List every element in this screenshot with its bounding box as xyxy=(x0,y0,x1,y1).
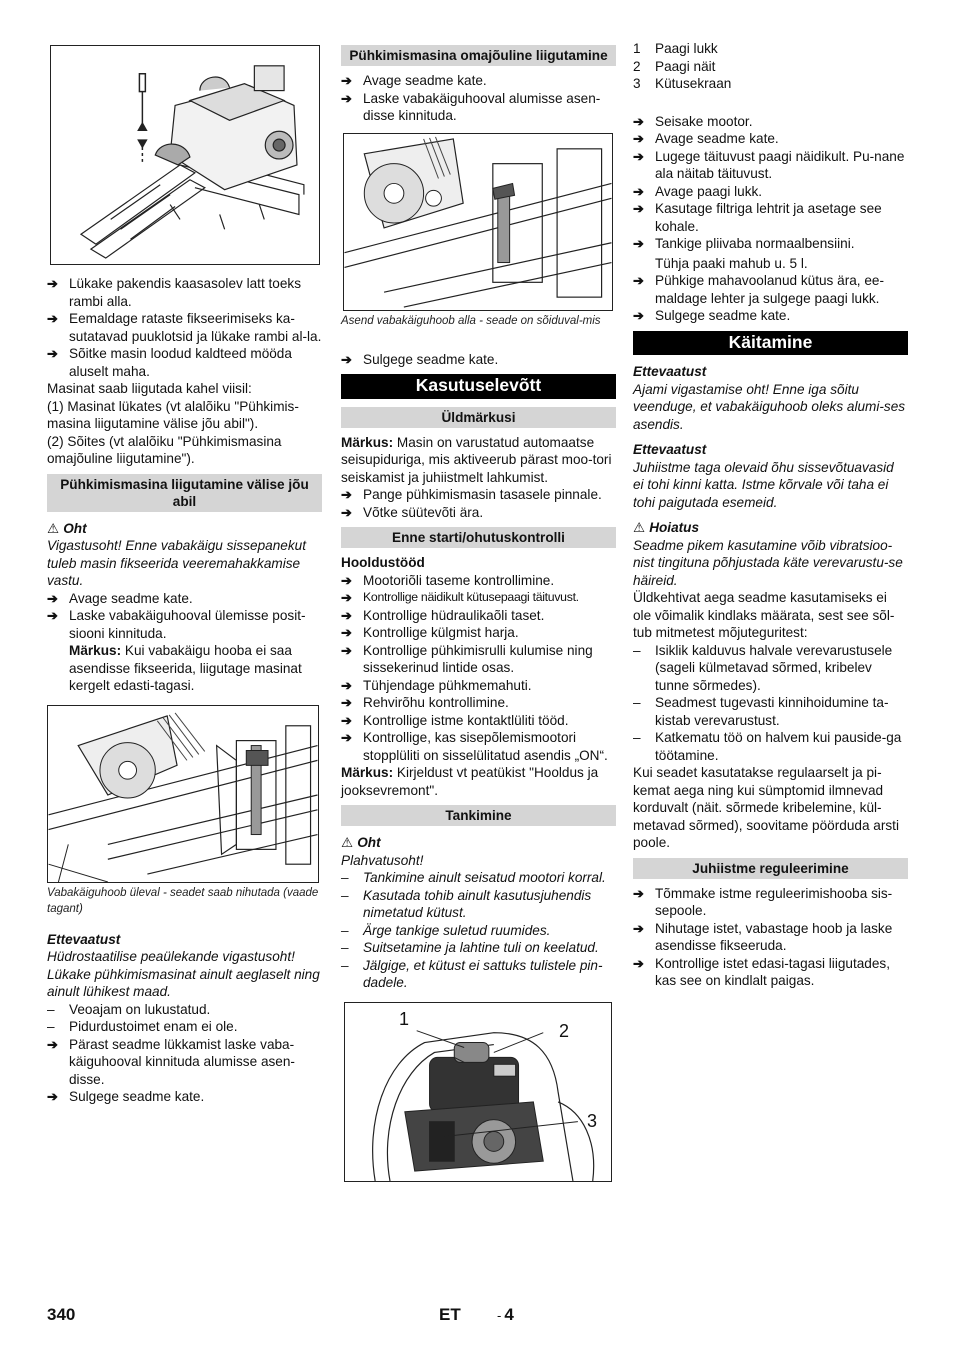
step-item: ➔ Kontrollige, kas sisepõlemismootori stopplüliti on sisselülitatud asendis „ON“. xyxy=(341,730,608,763)
arrow-icon: ➔ xyxy=(47,1089,58,1104)
paragraph: Masinat saab liigutada kahel viisil: xyxy=(47,381,252,396)
arrow-icon: ➔ xyxy=(633,131,644,146)
arrow-icon: ➔ xyxy=(47,608,58,623)
step-item: ➔ Võtke süütevõti ära. xyxy=(341,504,484,520)
warning-label: ⚠ Hoiatus xyxy=(633,520,700,535)
arrow-icon: ➔ xyxy=(341,712,352,728)
step-item: ➔ Avage seadme kate. xyxy=(47,590,193,606)
language-code: ET xyxy=(439,1305,461,1324)
steps-unpack xyxy=(47,275,322,380)
dash-item: – Ärge tankige suletud ruumides. xyxy=(341,922,551,938)
step-item: ➔ Pange pühkimismasin tasasele pinnale. xyxy=(341,487,602,502)
arrow-icon: ➔ xyxy=(47,311,58,326)
freewheel-up-illustration xyxy=(48,706,318,882)
dash-item: – Katkematu töö on halvem kui pauside-ga töötamine. xyxy=(633,730,902,763)
dash-item: – Seadmest tugevasti kinnihoidumine ta-kistab verevarustust. xyxy=(633,695,889,728)
arrow-icon: ➔ xyxy=(341,572,352,588)
caution-label: Ettevaatust xyxy=(633,442,707,457)
step-item: ➔ Tühjendage pühkmemahuti. xyxy=(341,677,532,693)
danger-label: ⚠ Oht xyxy=(341,835,381,850)
note: Märkus: Kirjeldust vt peatükist "Hooldus ja jooksevremont". xyxy=(341,765,599,798)
figure-caption: Vabakäiguhoob üleval - seadet saab nihutada (vaade tagant) xyxy=(47,886,319,915)
arrow-icon: ➔ xyxy=(633,148,644,164)
arrow-icon: ➔ xyxy=(341,642,352,658)
note: Märkus: Kui vabakäigu hooba ei saa asendisse fikseerida, liigutage masinat kergelt edasti-tagasi. xyxy=(69,643,302,693)
dash-item: – Jälgige, et kütust ei sattuks tulistele pin-dadele. xyxy=(341,957,603,990)
warning-triangle-icon: ⚠ xyxy=(341,835,354,850)
dash-item: – Veoajam on lukustatud. xyxy=(47,1001,211,1017)
step-item: ➔ Laske vabakäiguhooval alumisse asen-disse kinnituda. xyxy=(341,90,601,123)
step-item: ➔ Kontrollige pühkimisrulli kulumise ning sissekerinud lintide osas. xyxy=(341,642,593,675)
caution-label: Ettevaatust xyxy=(633,364,707,379)
legend-item: 3 Kütusekraan xyxy=(633,76,732,91)
freewheel-down-illustration xyxy=(344,134,612,310)
step-item: ➔ Sõitke masin loodud kaldteed mööda aluselt maha. xyxy=(47,346,292,379)
step-item: ➔ Pühkige mahavoolanud kütus ära, ee-maldage lehter ja sulgege paagi lukk. xyxy=(633,273,884,306)
step-item: ➔ Rehvirõhu kontrollimine. xyxy=(341,695,509,710)
caution-text: Ajami vigastamise oht! Enne iga sõitu veenduge, et vabakäiguhoob oleks alumi-ses asendis. xyxy=(633,381,906,432)
arrow-icon: ➔ xyxy=(341,590,352,605)
arrow-icon: ➔ xyxy=(47,1036,58,1052)
freewheel-up-figure xyxy=(47,705,319,883)
tank-capacity-note: Tühja paaki mahub u. 5 l. xyxy=(655,255,808,271)
arrow-icon: ➔ xyxy=(633,273,644,288)
figure-caption: Asend vabakäiguhoob alla - seade on sõiduval-mis xyxy=(341,314,601,327)
step-item: ➔ Kontrollige istme kontaktlüliti tööd. xyxy=(341,712,569,728)
freewheel-down-figure xyxy=(343,133,613,311)
step-item: ➔ Nihutage istet, vabastage hoob ja laske asendisse fikseeruda. xyxy=(633,920,893,953)
fuel-tank-figure xyxy=(344,1002,612,1182)
step-item: ➔ Seisake mootor. xyxy=(633,113,753,129)
column-2 xyxy=(341,45,616,1182)
note: Märkus: Masin on varustatud automaatse seisupiduriga, mis aktiveerub pärast moo-tori seiskamist ja juhiistmelt lahkumist. xyxy=(341,434,612,485)
step-item: ➔ Kontrollige külgmist harja. xyxy=(341,625,519,640)
step-item: ➔ Avage seadme kate. xyxy=(633,131,779,146)
arrow-icon: ➔ xyxy=(633,201,644,216)
maintenance-heading: Hooldustööd xyxy=(341,555,425,570)
arrow-icon: ➔ xyxy=(341,695,352,710)
section-heading: Tankimine xyxy=(341,805,616,826)
dash-item: – Pidurdustoimet enam ei ole. xyxy=(47,1019,238,1034)
step-item: ➔ Avage paagi lukk. xyxy=(633,183,763,199)
arrow-icon: ➔ xyxy=(633,885,644,901)
step-item: ➔ Lükake pakendis kaasasolev latt toeks rambi alla. xyxy=(47,276,301,309)
chapter-heading: Käitamine xyxy=(633,331,908,356)
machine-ramp-illustration xyxy=(51,46,319,264)
paragraph: Üldkehtivat aega seadme kasutamiseks ei ole võimalik kindlaks määrata, sest see sõl-tub mitmetest mõjuteguritest: xyxy=(633,590,895,640)
section-heading: Enne starti/ohutuskontrolli xyxy=(341,527,616,548)
warning-triangle-icon: ⚠ xyxy=(47,520,60,536)
step-item: ➔ Mootoriõli taseme kontrollimine. xyxy=(341,572,555,588)
section-heading: Pühkimismasina liigutamine välise jõu abil xyxy=(47,474,322,512)
dash-item: – Suitsetamine ja lahtine tuli on keelatud. xyxy=(341,940,599,955)
arrow-icon: ➔ xyxy=(47,346,58,361)
callout-1: 1 xyxy=(399,1008,410,1029)
arrow-icon: ➔ xyxy=(341,487,352,502)
step-item: ➔ Eemaldage rataste fikseerimiseks ka-sutatavad puuklotsid ja lükake rambi al-la. xyxy=(47,311,322,344)
step-item: ➔ Tõmmake istme reguleerimishooba sis-sepoole. xyxy=(633,885,893,918)
caution-label: Ettevaatust xyxy=(47,931,121,947)
step-item: ➔ Kontrollige näidikult kütusepaagi täituvust. xyxy=(341,590,579,605)
section-heading: Juhiistme reguleerimine xyxy=(633,858,908,879)
paragraph: (1) Masinat lükates (vt alalõiku "Pühkimis-masina liigutamine välise jõu abil"). xyxy=(47,398,299,431)
arrow-icon: ➔ xyxy=(633,308,644,323)
step-item: ➔ Kontrollige istet edasi-tagasi liigutades, kas see on kindlalt paigas. xyxy=(633,955,891,988)
engine-illustration xyxy=(345,1003,611,1181)
arrow-icon: ➔ xyxy=(341,607,352,623)
arrow-icon: ➔ xyxy=(633,955,644,971)
caution-text: Juhiistme taga olevaid õhu sissevõtuavasid ei tohi kinni katta. Istme kõrvale või taha ei tohi paigutada esemeid. xyxy=(633,459,894,510)
arrow-icon: ➔ xyxy=(341,351,352,367)
step-item: ➔ Kontrollige hüdraulikaõli taset. xyxy=(341,607,545,623)
arrow-icon: ➔ xyxy=(341,625,352,640)
arrow-icon: ➔ xyxy=(47,590,58,606)
callout-2: 2 xyxy=(559,1020,570,1041)
step-item: ➔ Sulgege seadme kate. xyxy=(633,308,791,323)
chapter-heading: Kasutuselevõtt xyxy=(341,374,616,399)
step-item: ➔ Tankige pliivaba normaalbensiini. xyxy=(633,236,855,251)
arrow-icon: ➔ xyxy=(633,183,644,199)
step-item: ➔ Avage seadme kate. xyxy=(341,73,487,88)
arrow-icon: ➔ xyxy=(633,920,644,936)
step-item: ➔ Sulgege seadme kate. xyxy=(47,1089,205,1104)
machine-ramp-figure xyxy=(50,45,320,265)
paragraph: Kui seadet kasutatakse regulaarselt ja pi-kemat aega ning kui sümptomid ilmnevad korduvalt (näit. sõrmede kribelemine, kül-metavad sõrmed), soovitame pöörduda arsti poole. xyxy=(633,765,899,850)
step-item: ➔ Laske vabakäiguhooval ülemisse posit-siooni kinnituda. xyxy=(47,608,306,641)
paragraph: (2) Sõites (vt alalõiku "Pühkimismasina omajõuline liigutamine"). xyxy=(47,433,282,466)
warning-triangle-icon: ⚠ xyxy=(633,520,646,535)
warning-text: Seadme pikem kasutamine võib vibratsioo-nist tingituna põhjustada käte verevarustu-se häireid. xyxy=(633,537,903,588)
figure-legend xyxy=(633,40,908,93)
dash-item: – Tankimine ainult seisatud mootori korral. xyxy=(341,870,606,885)
column-1 xyxy=(47,45,322,1106)
callout-3: 3 xyxy=(587,1110,598,1131)
dash-item: – Kasutada tohib ainult kasutusjuhendis nimetatud kütust. xyxy=(341,887,592,920)
column-3 xyxy=(633,40,908,990)
arrow-icon: ➔ xyxy=(341,730,352,745)
caution-text: Hüdrostaatilise peaülekande vigastusoht! Lükake pühkimismasinat ainult aeglaselt ning ainult lühikest maad. xyxy=(47,949,320,999)
section-heading: Pühkimismasina omajõuline liigutamine xyxy=(341,45,616,66)
step-item: ➔ Pärast seadme lükkamist laske vaba-käiguhooval kinnituda alumisse asen-disse. xyxy=(47,1036,295,1087)
danger-text: Vigastusoht! Enne vabakäigu sissepanekut tuleb masin fikseerida veeremahakkamise vastu. xyxy=(47,538,306,588)
page-number: 340 xyxy=(47,1305,76,1324)
section-page-number: - 4 xyxy=(497,1305,514,1324)
step-item: ➔ Lugege täituvust paagi näidikult. Pu-nane ala näitab täituvust. xyxy=(633,148,905,181)
arrow-icon: ➔ xyxy=(47,276,58,291)
arrow-icon: ➔ xyxy=(341,73,352,88)
step-item: ➔ Kasutage filtriga lehtrit ja asetage see kohale. xyxy=(633,201,882,234)
arrow-icon: ➔ xyxy=(341,504,352,520)
step-item: ➔ Sulgege seadme kate. xyxy=(341,351,499,367)
arrow-icon: ➔ xyxy=(341,677,352,693)
section-heading: Üldmärkusi xyxy=(341,407,616,428)
danger-text: Plahvatusoht! xyxy=(341,852,424,868)
arrow-icon: ➔ xyxy=(341,90,352,106)
legend-item: 1 Paagi lukk xyxy=(633,41,718,56)
dash-item: – Isiklik kalduvus halvale verevarustusele (sageli külmetavad sõrmed, kribelev tunne sõrmedes). xyxy=(633,642,893,693)
legend-item: 2 Paagi näit xyxy=(633,58,716,74)
arrow-icon: ➔ xyxy=(633,236,644,251)
arrow-icon: ➔ xyxy=(633,113,644,129)
danger-label: ⚠ Oht xyxy=(47,520,87,536)
